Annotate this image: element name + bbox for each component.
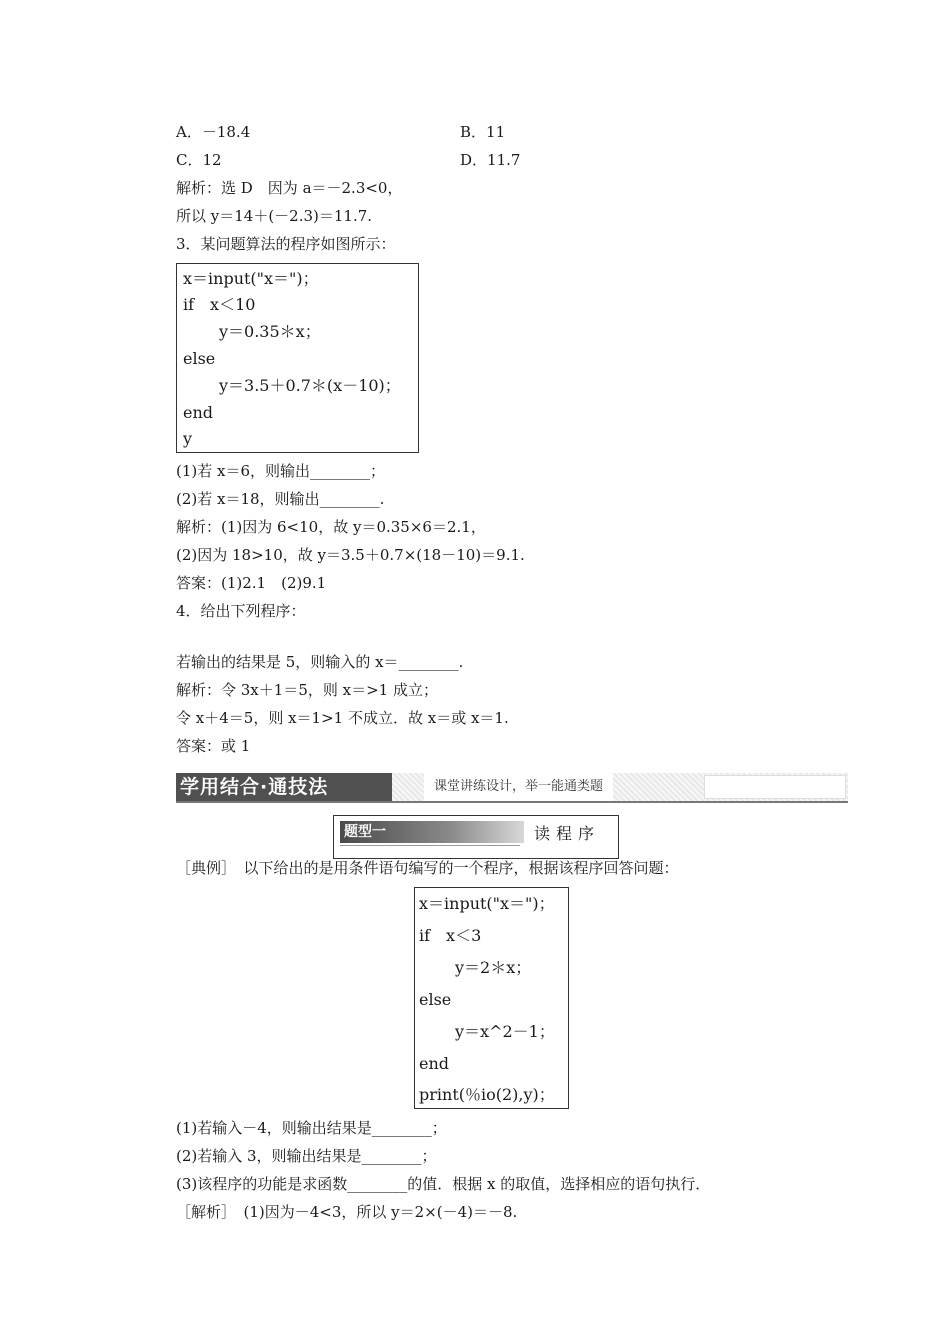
q3-analysis-line1: 解析：(1)因为 6<10，故 y＝0.35×6＝2.1，: [176, 518, 486, 536]
code-line: else: [419, 990, 452, 1009]
problem-type-title: 读程序: [534, 824, 601, 843]
q4-analysis-line1: 解析：令 3x＋1＝5，则 x＝>1 成立；: [176, 681, 438, 699]
q3-answer: 答案：(1)2.1 (2)9.1: [176, 574, 327, 592]
q3-code-box: [176, 263, 419, 453]
code-line: end: [419, 1054, 450, 1073]
code-line: y: [183, 429, 193, 448]
q4-question: 若输出的结果是 5，则输入的 x＝________.: [176, 653, 464, 671]
code-line: x＝input("x＝")；: [183, 269, 319, 288]
example-analysis: ［解析］ (1)因为－4<3，所以 y＝2×(－4)＝－8.: [176, 1203, 518, 1221]
code-line: else: [183, 349, 216, 368]
q4-answer: 答案：或 1: [176, 737, 251, 755]
q2-analysis-line2: 所以 y＝14＋(－2.3)＝11.7.: [176, 207, 373, 225]
code-line: y＝3.5＋0.7＊(x－10)；: [219, 376, 401, 395]
q3-sub1: (1)若 x＝6，则输出________；: [176, 462, 386, 480]
code-line: if x＜3: [419, 926, 482, 945]
banner-title: 学用结合·通技法: [176, 773, 392, 801]
section-banner: [176, 773, 848, 803]
option-a: A．－18.4: [176, 123, 251, 141]
example-sub2: (2)若输入 3，则输出结果是________；: [176, 1147, 437, 1165]
code-line: end: [183, 403, 214, 422]
divider: [340, 845, 520, 846]
q3-analysis-line2: (2)因为 18>10，故 y＝3.5＋0.7×(18－10)＝9.1.: [176, 546, 525, 564]
problem-type-label: 题型一: [340, 821, 524, 843]
banner-decor-box: [704, 775, 846, 799]
example-intro: ［典例］ 以下给出的是用条件语句编写的一个程序，根据该程序回答问题：: [176, 859, 679, 877]
code-line: y＝0.35＊x；: [219, 322, 321, 341]
example-code-box: [414, 887, 569, 1109]
option-b: B．11: [460, 123, 506, 141]
q4-analysis-line2: 令 x＋4＝5，则 x＝1>1 不成立．故 x＝或 x＝1.: [176, 709, 509, 727]
problem-type-header: [333, 815, 619, 859]
example-sub1: (1)若输入－4，则输出结果是________；: [176, 1119, 447, 1137]
code-line: x＝input("x＝")；: [419, 894, 555, 913]
option-c: C．12: [176, 151, 222, 169]
code-line: print(％io(2),y)；: [419, 1085, 555, 1104]
code-line: y＝x^2－1；: [455, 1022, 555, 1041]
q3-intro: 3．某问题算法的程序如图所示：: [176, 235, 396, 253]
example-sub3: (3)该程序的功能是求函数________的值．根据 x 的取值，选择相应的语句执行．: [176, 1175, 711, 1193]
q4-intro: 4．给出下列程序：: [176, 602, 306, 620]
q3-sub2: (2)若 x＝18，则输出________.: [176, 490, 385, 508]
code-line: if x＜10: [183, 295, 256, 314]
option-d: D．11.7: [460, 151, 521, 169]
code-line: y＝2＊x；: [455, 958, 532, 977]
banner-subtitle: 课堂讲练设计，举一能通类题: [424, 773, 613, 801]
q2-analysis-line1: 解析：选 D 因为 a＝－2.3<0，: [176, 179, 403, 197]
